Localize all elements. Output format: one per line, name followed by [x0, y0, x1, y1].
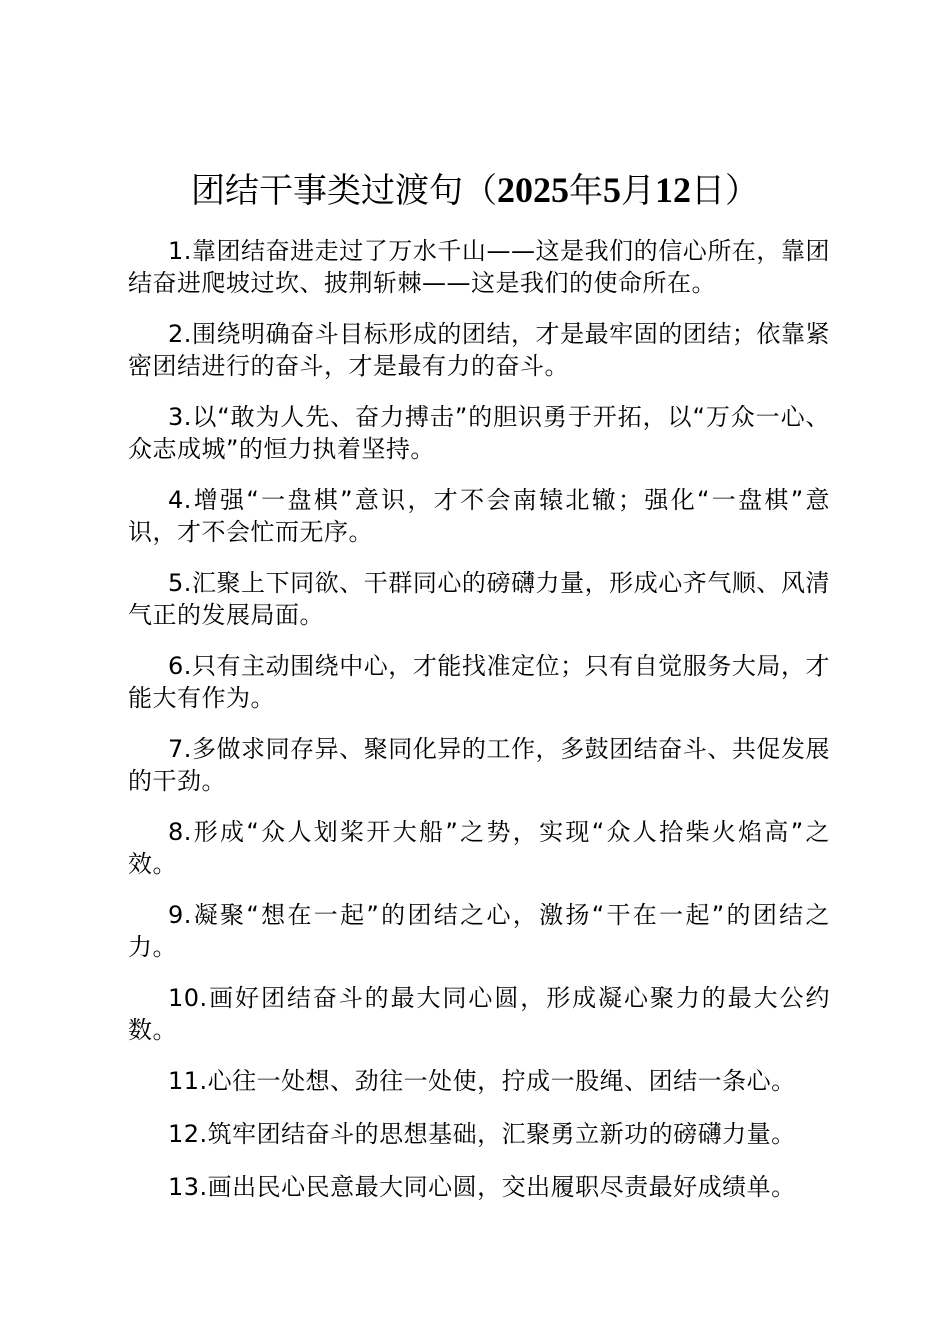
paragraph-4: 4.增强“一盘棋”意识，才不会南辕北辙；强化“一盘棋”意识，才不会忙而无序。	[128, 486, 830, 546]
title-text-part1: 团结干事类过渡句（	[191, 171, 497, 211]
page-title	[0, 163, 950, 218]
title-text-part3: 月	[621, 171, 655, 211]
paragraph-10: 10.画好团结奋斗的最大同心圆，形成凝心聚力的最大公约数。	[128, 984, 830, 1044]
title-day: 12	[655, 170, 691, 210]
paragraph-2: 2.围绕明确奋斗目标形成的团结，才是最牢固的团结；依靠紧密团结进行的奋斗，才是最有力的奋斗。	[128, 320, 830, 380]
document-body	[128, 235, 830, 1224]
title-text-part4: 日）	[691, 171, 759, 211]
paragraph-13: 13.画出民心民意最大同心圆，交出履职尽责最好成绩单。	[168, 1173, 796, 1201]
title-text-part2: 年	[569, 171, 603, 211]
paragraph-7: 7.多做求同存异、聚同化异的工作，多鼓团结奋斗、共促发展的干劲。	[128, 735, 830, 795]
paragraph-8: 8.形成“众人划桨开大船”之势，实现“众人拾柴火焰高”之效。	[128, 818, 830, 878]
paragraph-5: 5.汇聚上下同欲、干群同心的磅礴力量，形成心齐气顺、风清气正的发展局面。	[128, 569, 830, 629]
paragraph-11: 11.心往一处想、劲往一处使，拧成一股绳、团结一条心。	[168, 1067, 796, 1095]
paragraph-9: 9.凝聚“想在一起”的团结之心，激扬“干在一起”的团结之力。	[128, 901, 830, 961]
paragraph-12: 12.筑牢团结奋斗的思想基础，汇聚勇立新功的磅礴力量。	[168, 1120, 796, 1148]
title-year: 2025	[497, 170, 569, 210]
paragraph-1: 1.靠团结奋进走过了万水千山——这是我们的信心所在，靠团结奋进爬坡过坎、披荆斩棘——这是我们的使命所在。	[128, 237, 830, 297]
title-month: 5	[603, 170, 621, 210]
paragraph-6: 6.只有主动围绕中心，才能找准定位；只有自觉服务大局，才能大有作为。	[128, 652, 830, 712]
paragraph-3: 3.以“敢为人先、奋力搏击”的胆识勇于开拓，以“万众一心、众志成城”的恒力执着坚持。	[128, 403, 830, 463]
